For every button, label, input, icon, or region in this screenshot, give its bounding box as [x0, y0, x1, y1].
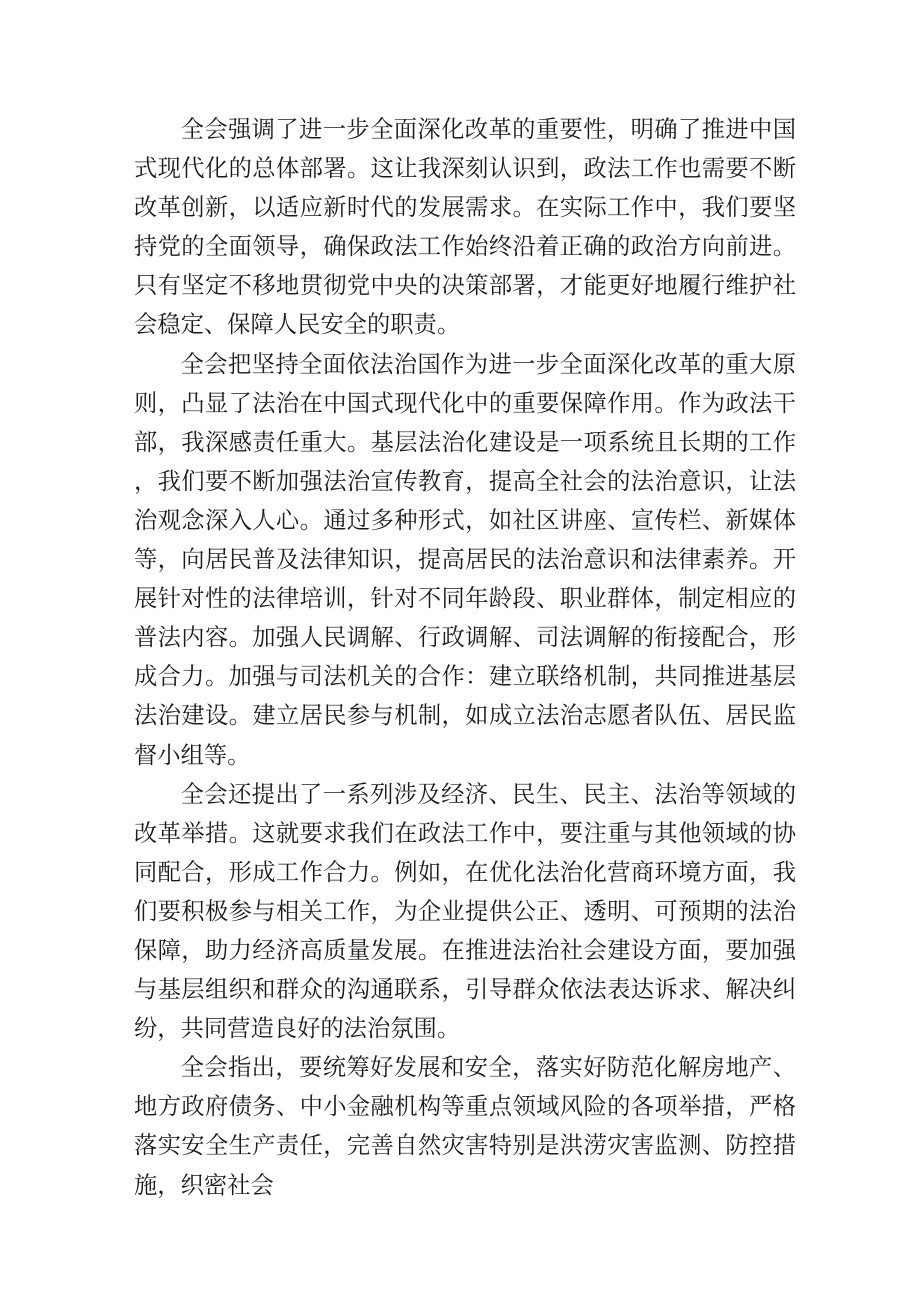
paragraph-1: 全会强调了进一步全面深化改革的重要性，明确了推进中国式现代化的总体部署。这让我深刻认识到，政法工作也需要不断改革创新，以适应新时代的发展需求。在实际工作中，我们要坚持党的全面领导，确保政法工作始终沿着正确的政治方向前进。只有坚定不移地贯彻党中央的决策部署，才能更好地履行维护社会稳定、保障人民安全的职责。: [134, 116, 796, 339]
paragraph-2: 全会把坚持全面依法治国作为进一步全面深化改革的重大原则，凸显了法治在中国式现代化中的重要保障作用。作为政法干部，我深感责任重大。基层法治化建设是一项系统且长期的工作，我们要不断加强法治宣传教育，提高全社会的法治意识，让法治观念深入人心。通过多种形式，如社区讲座、宣传栏、新媒体等，向居民普及法律知识，提高居民的法治意识和法律素养。开展针对性的法律培训，针对不同年龄段、职业群体，制定相应的普法内容。加强人民调解、行政调解、司法调解的衔接配合，形成合力。加强与司法机关的合作：建立联络机制，共同推进基层法治建设。建立居民参与机制，如成立法治志愿者队伍、居民监督小组等。: [134, 350, 796, 769]
paragraph-4: 全会指出，要统筹好发展和安全，落实好防范化解房地产、地方政府债务、中小金融机构等重点领域风险的各项举措，严格落实安全生产责任，完善自然灾害特别是洪涝灾害监测、防控措施，织密社会: [134, 1054, 796, 1199]
paragraph-3: 全会还提出了一系列涉及经济、民生、民主、法治等领域的改革举措。这就要求我们在政法工作中，要注重与其他领域的协同配合，形成工作合力。例如，在优化法治化营商环境方面，我们要积极参与相关工作，为企业提供公正、透明、可预期的法治保障，助力经济高质量发展。在推进法治社会建设方面，要加强与基层组织和群众的沟通联系，引导群众依法表达诉求、解决纠纷，共同营造良好的法治氛围。: [134, 780, 796, 1043]
document-body: [134, 110, 796, 1205]
